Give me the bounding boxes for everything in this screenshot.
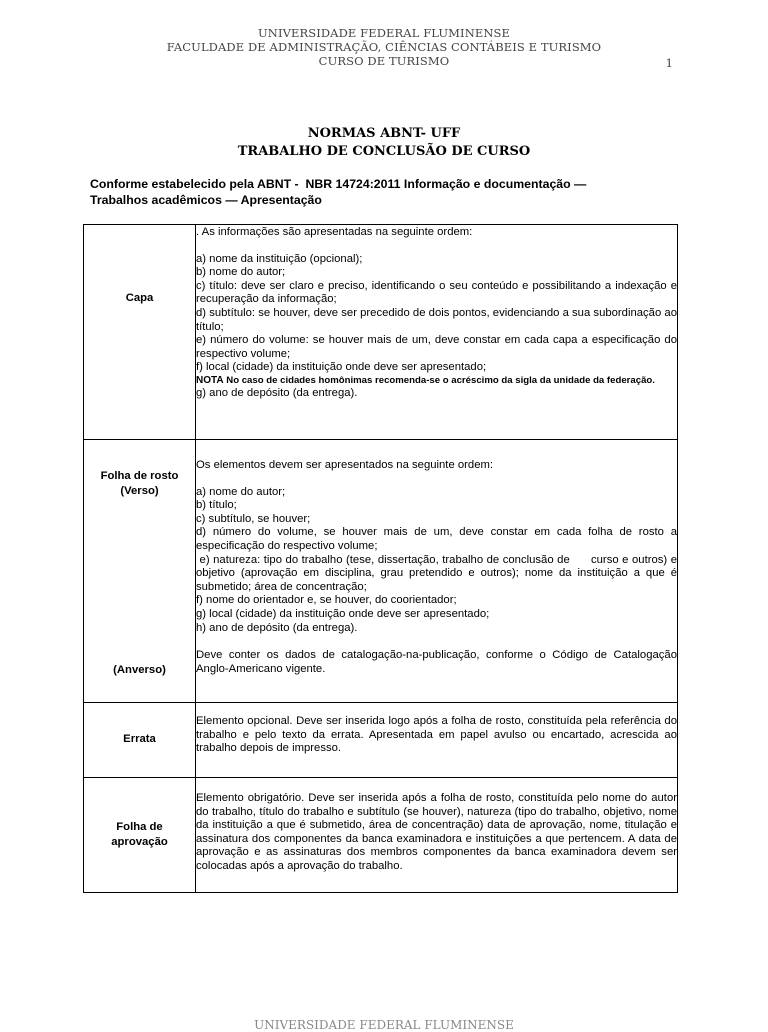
capa-note-label: NOTA [196, 374, 224, 386]
row-label-folha-rosto [84, 440, 196, 703]
row-label-folha-aprovacao [84, 778, 196, 893]
folha-aprovacao-text: Elemento obrigatório. Deve ser inserida após a folha de rosto, constituída pelo nome do autor do trabalho, título do trabalho e subtítulo (se houver), natureza (tipo do trabalho, objetivo, nome da instituição a que é submetido, área de concentração) data de aprovação, nome, titulação e assinatura dos componentes da banca examinadora e instituições a que pertencem. A data de aprovação e as assinaturas dos membros componentes da banca examinadora devem ser colocadas após a aprovação do trabalho. [196, 792, 677, 872]
label-folha-rosto-title: Folha de rosto [100, 470, 179, 482]
row-content-capa [196, 225, 678, 440]
header-course: CURSO DE TURISMO [318, 54, 450, 68]
capa-item-g: g) ano de depósito (da entrega). [196, 387, 358, 400]
intro-line-2: Trabalhos acadêmicos — Apresentação [90, 193, 322, 207]
table-row-folha-rosto [84, 440, 678, 703]
folha-rosto-anverso-text: Deve conter os dados de catalogação-na-publicação, conforme o Código de Catalogação Anglo-Americano vigente. [196, 649, 677, 675]
table-row-capa [84, 225, 678, 440]
next-page-header-cut: UNIVERSIDADE FEDERAL FLUMINENSE [254, 1018, 514, 1032]
label-folha-aprovacao [84, 820, 195, 850]
folha-rosto-item-b: b) título; [196, 499, 237, 512]
capa-intro: . As informações são apresentadas na seguinte ordem: [196, 226, 473, 238]
capa-item-d: d) subtítulo: se houver, deve ser precedido de dois pontos, evidenciando a sua subordinação ao título; [196, 306, 677, 333]
folha-rosto-item-h: h) ano de depósito (da entrega). [196, 621, 358, 634]
page-header [0, 26, 768, 68]
header-university: UNIVERSIDADE FEDERAL FLUMINENSE [257, 26, 510, 40]
row-content-errata [196, 703, 678, 778]
intro-line-1: Conforme estabelecido pela ABNT - NBR 14724:2011 Informação e documentação — [90, 177, 587, 191]
label-folha-aprovacao-line-1: Folha de [116, 821, 163, 833]
capa-item-b: b) nome do autor; [196, 266, 286, 279]
label-folha-rosto-verso: (Verso) [120, 485, 159, 497]
row-content-folha-aprovacao [196, 778, 678, 893]
row-label-capa [84, 225, 196, 440]
label-capa: Capa [125, 292, 154, 304]
capa-item-e: e) número do volume: se houver mais de um, deve constar em cada capa a especificação do respectivo volume; [196, 334, 677, 360]
folha-rosto-item-c: c) subtítulo, se houver; [196, 512, 311, 525]
label-folha-rosto-anverso: (Anverso) [113, 664, 166, 676]
header-faculty: FACULDADE DE ADMINISTRAÇÃO, CIÊNCIAS CONTÁBEIS E TURISMO [166, 40, 602, 54]
folha-rosto-intro: Os elementos devem ser apresentados na seguinte ordem: [196, 459, 494, 471]
document-title [0, 125, 768, 161]
errata-text: Elemento opcional. Deve ser inserida logo após a folha de rosto, constituída pela referência do trabalho e pelo texto da errata. Apresentada em papel avulso ou encartado, acrescida ao trabalho depois de impresso. [196, 715, 677, 755]
table-row-errata [84, 703, 678, 778]
folha-rosto-item-d: d) número do volume, se houver mais de um, deve constar em cada folha de rosto a especificação do respectivo volume; [196, 526, 677, 552]
label-errata: Errata [123, 733, 156, 745]
capa-note-text: No caso de cidades homônimas recomenda-se o acréscimo da sigla da unidade da federação. [223, 374, 655, 386]
folha-rosto-item-f: f) nome do orientador e, se houver, do coorientador; [196, 594, 457, 607]
title-line-1: NORMAS ABNT- UFF [307, 126, 461, 141]
row-content-folha-rosto [196, 440, 681, 703]
folha-rosto-item-e: e) natureza: tipo do trabalho (tese, dissertação, trabalho de conclusão de curso e outros) e objetivo (aprovação em disciplina, grau pretendido e outros); nome da instituição a que é submetido; área de concentração; [196, 553, 681, 593]
folha-rosto-item-a: a) nome do autor; [196, 485, 286, 498]
capa-item-c: c) título: deve ser claro e preciso, identificando o seu conteúdo e possibilitando a indexação e recuperação da informação; [196, 279, 677, 306]
capa-item-f: f) local (cidade) da instituição onde deve ser apresentado; [196, 361, 487, 374]
capa-note [196, 375, 677, 387]
page-number: 1 [665, 56, 673, 70]
norms-table [83, 224, 681, 893]
row-label-errata [84, 703, 196, 778]
intro-paragraph [90, 176, 680, 208]
title-line-2: TRABALHO DE CONCLUSÃO DE CURSO [237, 144, 531, 159]
folha-rosto-item-g: g) local (cidade) da instituição onde deve ser apresentado; [196, 607, 490, 620]
label-folha-aprovacao-line-2: aprovação [111, 836, 168, 848]
capa-item-a: a) nome da instituição (opcional); [196, 252, 363, 265]
label-folha-rosto [84, 469, 195, 499]
table-row-folha-aprovacao [84, 778, 678, 893]
